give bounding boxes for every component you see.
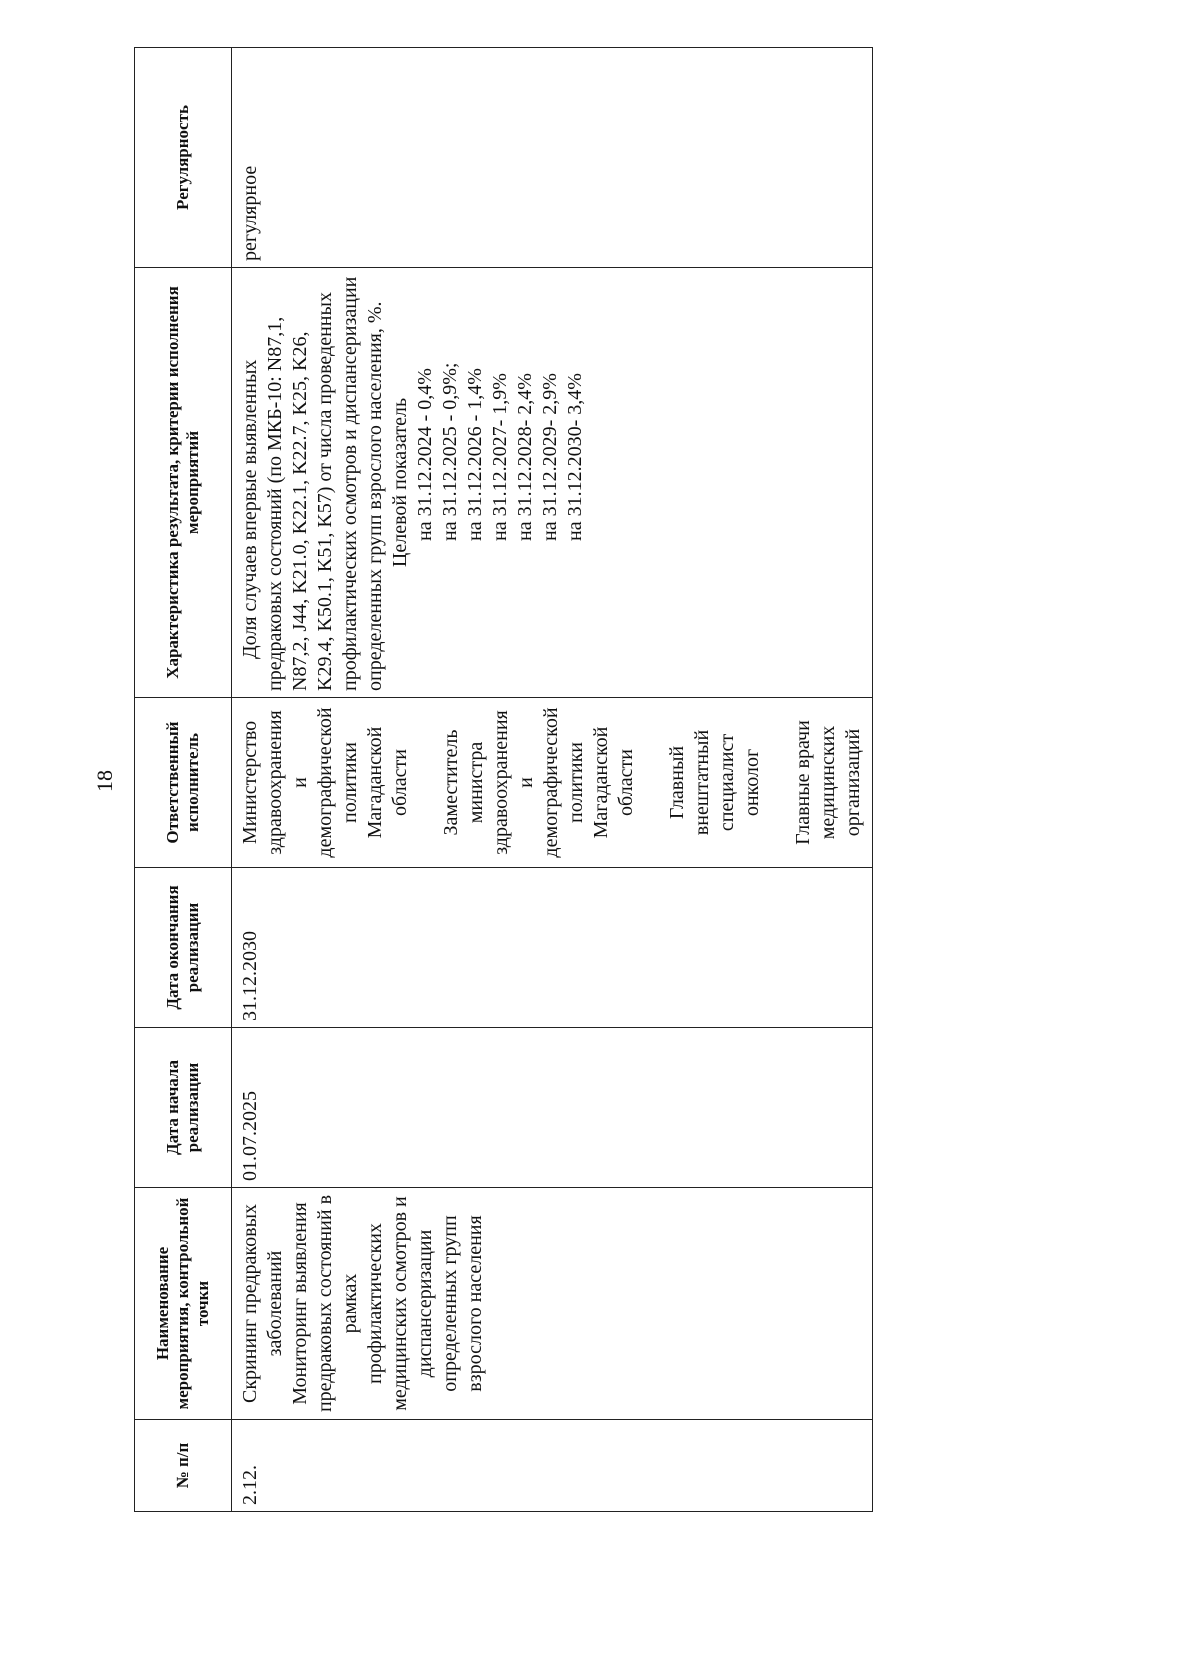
measure-title: Скрининг предраковых заболеваний — [239, 1203, 286, 1404]
measures-table-container — [134, 48, 864, 1512]
target-2027: на 31.12.2027- 1,9% — [489, 373, 511, 541]
table-header-row — [135, 48, 232, 1512]
row-regularity: регулярное — [232, 48, 873, 268]
header-start-date: Дата начала реализации — [135, 1028, 232, 1188]
measure-description: Мониторинг выявления предраковых состояний в рамках профилактических медицинских осмотров и диспансеризации определенных групп взрослого населения — [289, 1194, 486, 1413]
row-end-date: 31.12.2030 — [232, 868, 873, 1028]
target-2024: на 31.12.2024 - 0,4% — [414, 368, 436, 541]
row-name — [232, 1188, 873, 1420]
target-list — [413, 274, 588, 691]
header-number: № п/п — [135, 1420, 232, 1512]
result-description: Доля случаев впервые выявленных предраковых состояний (по МКБ-10: N87,1, N87,2, J44, K21.0, K22.1, K22.7, K25, K26, K29.4, K50.1, K51, K57) от числа проведенных профилактических осмотров и диспансеризации определенных групп взрослого населения, %. — [239, 276, 386, 691]
responsible-ministry: Министерство здравоохранения и демографической политики Магаданской области — [239, 707, 411, 858]
target-2029: на 31.12.2029- 2,9% — [539, 373, 561, 541]
responsible-chief-oncologist: Главный внештатный специалист онколог — [666, 729, 763, 836]
header-regularity: Регулярность — [135, 48, 232, 268]
header-responsible: Ответственный исполнитель — [135, 698, 232, 868]
table-row — [232, 48, 873, 1512]
header-name: Наименование мероприятия, контрольной точки — [135, 1188, 232, 1420]
target-2030: на 31.12.2030- 3,4% — [564, 373, 586, 541]
row-start-date: 01.07.2025 — [232, 1028, 873, 1188]
target-title: Целевой показатель — [389, 397, 411, 568]
measures-table — [134, 47, 873, 1512]
row-responsible — [232, 698, 873, 868]
responsible-deputy-minister: Заместитель министра здравоохранения и демографической политики Магаданской области — [440, 707, 637, 858]
responsible-chief-doctors: Главные врачи медицинских организаций — [792, 720, 864, 845]
target-2026: на 31.12.2026 - 1,4% — [464, 368, 486, 541]
target-2025: на 31.12.2025 - 0,9%; — [439, 362, 461, 541]
page-number: 18 — [92, 770, 117, 792]
row-result — [232, 268, 873, 698]
header-result: Характеристика результата, критерии исполнения мероприятий — [135, 268, 232, 698]
row-number: 2.12. — [232, 1420, 873, 1512]
header-end-date: Дата окончания реализации — [135, 868, 232, 1028]
target-2028: на 31.12.2028- 2,4% — [514, 373, 536, 541]
